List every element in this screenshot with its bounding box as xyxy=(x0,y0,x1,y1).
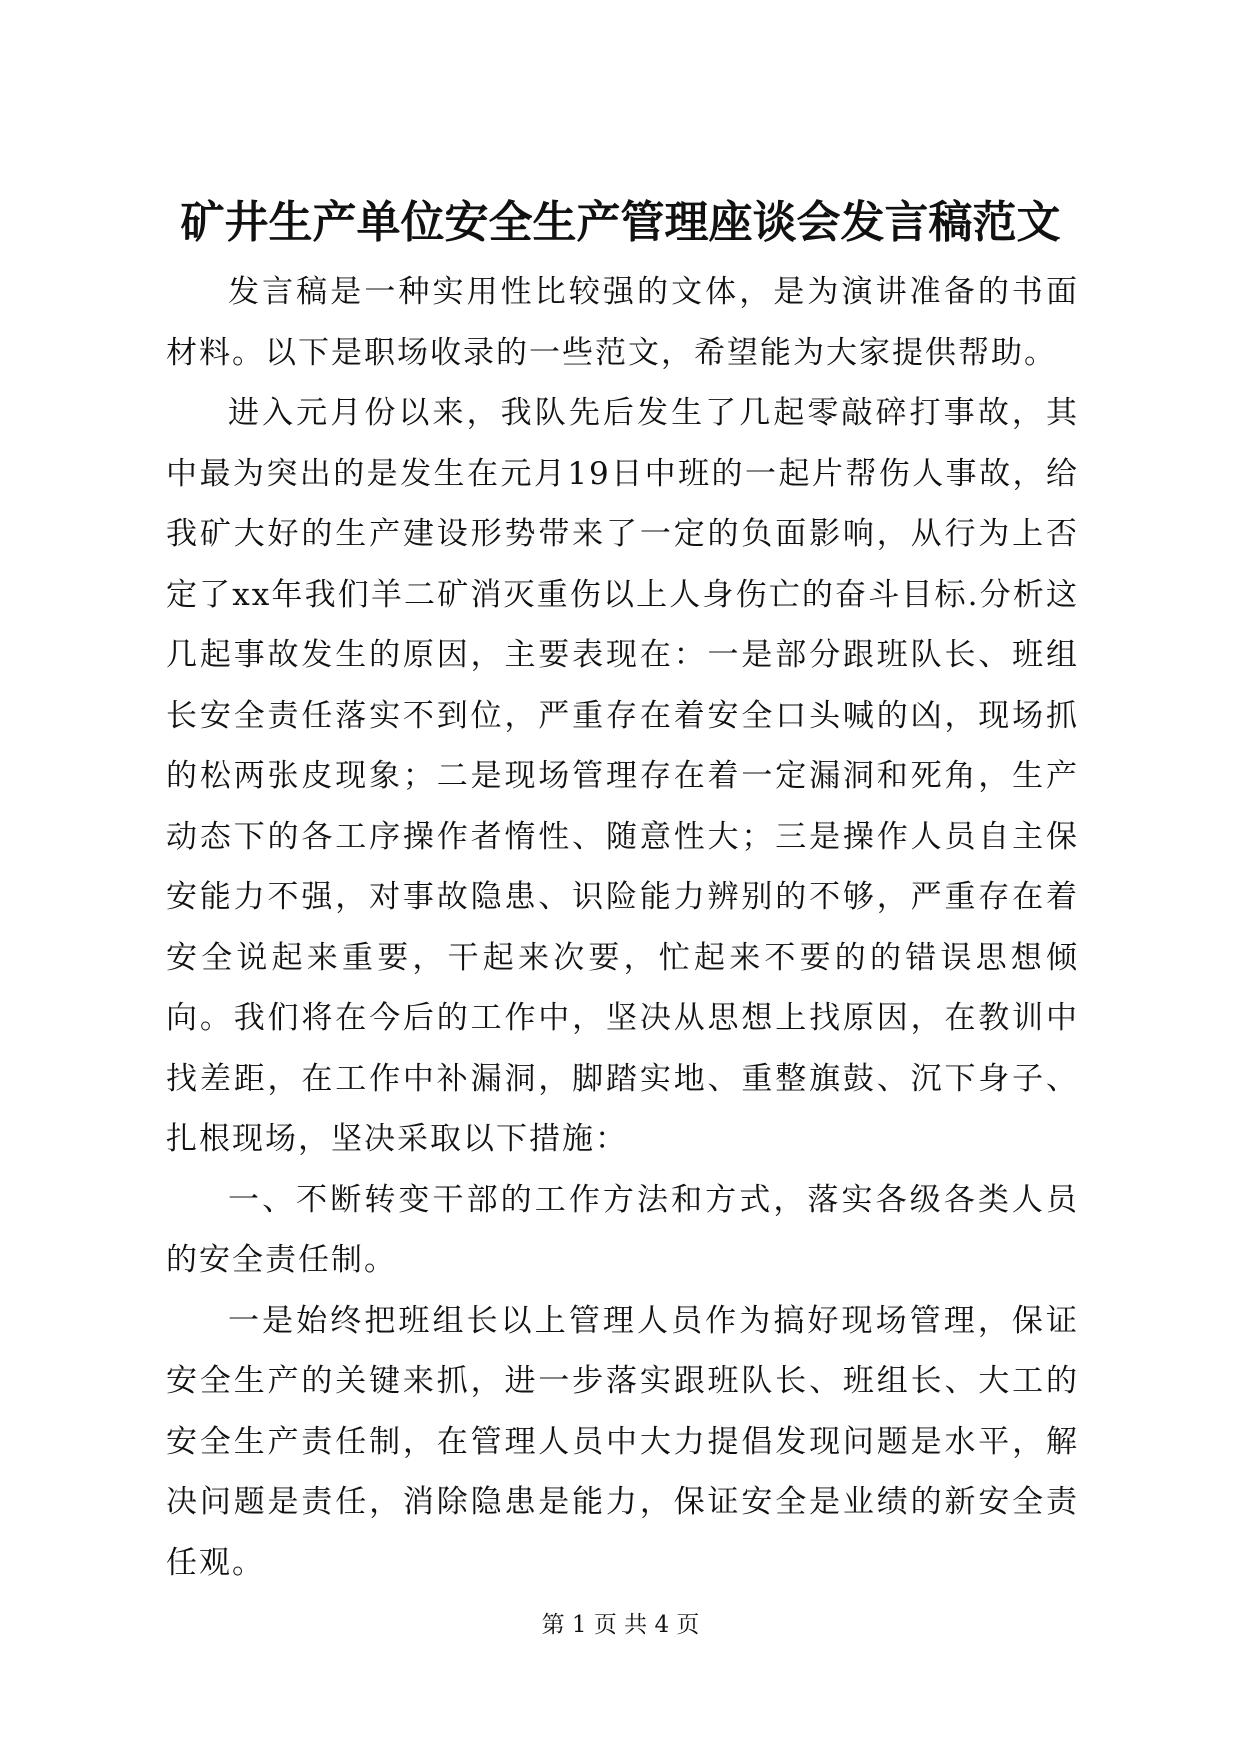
paragraph-accident-analysis: 进入元月份以来，我队先后发生了几起零敲碎打事故，其中最为突出的是发生在元月19日中班的一起片帮伤人事故，给我矿大好的生产建设形势带来了一定的负面影响，从行为上否定了xx年我们羊二矿消灭重伤以上人身伤亡的奋斗目标.分析这几起事故发生的原因，主要表现在：一是部分跟班队长、班组长安全责任落实不到位，严重存在着安全口头喊的凶，现场抓的松两张皮现象；二是现场管理存在着一定漏洞和死角，生产动态下的各工序操作者惰性、随意性大；三是操作人员自主保安能力不强，对事故隐患、识险能力辨别的不够，严重存在着安全说起来重要，干起来次要，忙起来不要的的错误思想倾向。我们将在今后的工作中，坚决从思想上找原因，在教训中找差距，在工作中补漏洞，脚踏实地、重整旗鼓、沉下身子、扎根现场，坚决采取以下措施： xyxy=(166,395,1079,1157)
paragraph-measure-one-heading: 一、不断转变干部的工作方法和方式，落实各级各类人员的安全责任制。 xyxy=(166,1181,1079,1278)
paragraph-intro: 发言稿是一种实用性比较强的文体，是为演讲准备的书面材料。以下是职场收录的一些范文，希望能为大家提供帮助。 xyxy=(166,274,1079,371)
document-title: 矿井生产单位安全生产管理座谈会发言稿范文 xyxy=(180,197,1061,248)
document-body xyxy=(166,262,1079,1593)
page-footer: 第 1 页 共 4 页 xyxy=(541,1612,700,1638)
paragraph-measure-one-detail: 一是始终把班组长以上管理人员作为搞好现场管理，保证安全生产的关键来抓，进一步落实跟班队长、班组长、大工的安全生产责任制，在管理人员中大力提倡发现问题是水平，解决问题是责任，消除隐患是能力，保证安全是业绩的新安全责任观。 xyxy=(166,1302,1079,1581)
